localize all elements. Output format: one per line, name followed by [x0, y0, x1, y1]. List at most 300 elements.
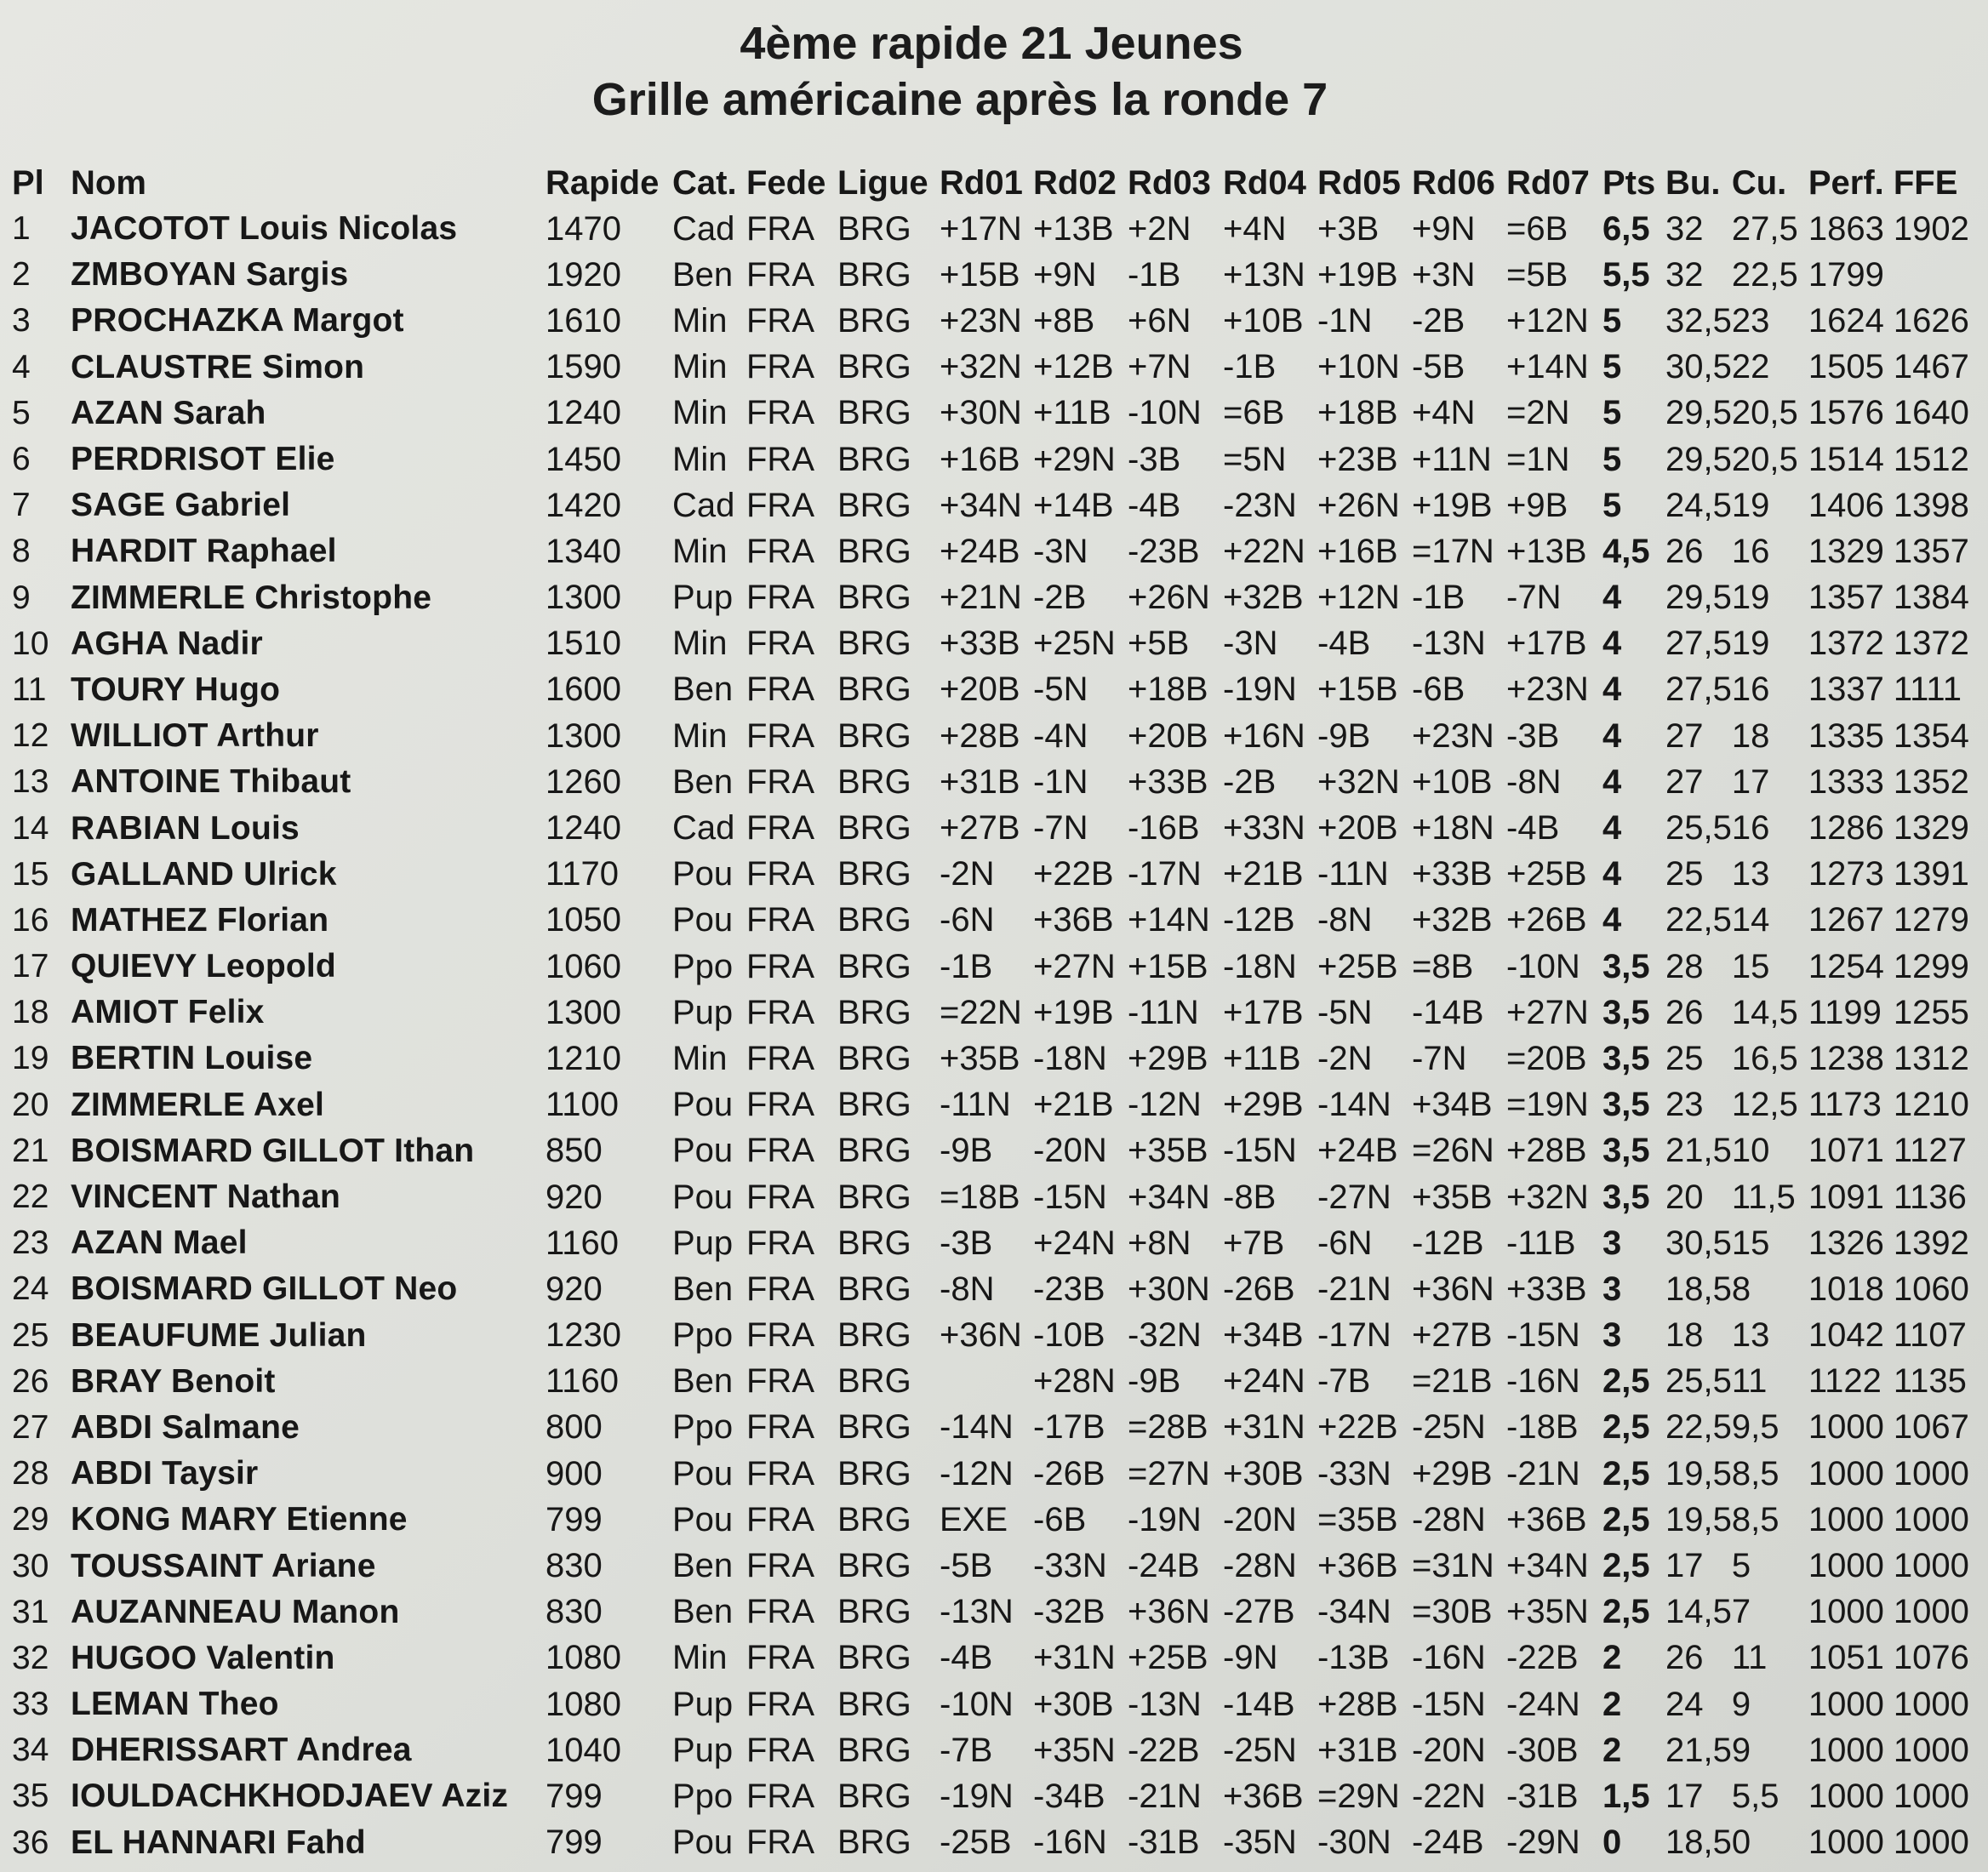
cell-pl: 30	[12, 1547, 49, 1584]
cell-pl: 6	[12, 441, 31, 478]
cell-pl: 7	[12, 487, 31, 524]
cell-rd02: +21B	[1033, 1086, 1114, 1124]
cell-bu: 17	[1665, 1547, 1704, 1585]
cell-nom: ZIMMERLE Axel	[71, 1086, 325, 1123]
cell-rd07: +26B	[1506, 901, 1587, 939]
cell-rd04: +21B	[1223, 855, 1304, 893]
cell-rd01: -2N	[940, 855, 995, 893]
cell-rd05: -6N	[1317, 1224, 1373, 1262]
cell-ligue: BRG	[837, 1316, 911, 1355]
cell-rapide: 1050	[546, 901, 621, 939]
cell-ffe: 1372	[1893, 625, 1969, 663]
cell-rd05: -14N	[1317, 1086, 1391, 1124]
cell-rd02: -5N	[1033, 671, 1088, 709]
cell-rapide: 900	[546, 1454, 603, 1492]
cell-cat: Min	[672, 394, 728, 432]
cell-rd06: +34B	[1412, 1086, 1493, 1124]
cell-fede: FRA	[746, 1500, 814, 1538]
cell-fede: FRA	[746, 716, 814, 755]
cell-rd01: -11N	[940, 1086, 1011, 1124]
cell-rd07: -15N	[1506, 1316, 1580, 1355]
table-row	[12, 944, 1970, 990]
cell-ligue: BRG	[837, 1086, 911, 1124]
cell-ffe: 1384	[1893, 579, 1969, 617]
cell-rd05: -4B	[1317, 625, 1371, 663]
cell-rd03: -1B	[1128, 255, 1181, 294]
cell-rd05: +19B	[1317, 255, 1398, 294]
cell-pts: 5	[1602, 440, 1622, 478]
cell-bu: 25,5	[1665, 809, 1732, 848]
cell-rd07: -21N	[1506, 1454, 1580, 1492]
cell-rd02: -1N	[1033, 762, 1088, 801]
cell-rd04: +17B	[1223, 993, 1304, 1031]
cell-cat: Ben	[672, 1593, 734, 1631]
cell-rd07: -3B	[1506, 716, 1560, 755]
cell-rd01: -3B	[940, 1224, 993, 1262]
cell-pts: 2,5	[1602, 1593, 1650, 1631]
cell-ligue: BRG	[837, 1132, 911, 1170]
cell-rd01: -4B	[940, 1639, 993, 1677]
cell-rd06: =17N	[1412, 532, 1494, 570]
cell-rd04: -26B	[1223, 1270, 1295, 1308]
cell-cu: 17	[1731, 762, 1770, 801]
table-row	[12, 1174, 1970, 1220]
cell-rd01: +27B	[940, 809, 1020, 848]
cell-bu: 30,5	[1665, 348, 1732, 386]
cell-perf: 1000	[1808, 1731, 1884, 1769]
cell-ffe: 1135	[1893, 1362, 1967, 1401]
cell-pl: 31	[12, 1593, 49, 1630]
header-rapide: Rapide	[546, 164, 660, 202]
cell-pl: 8	[12, 533, 31, 570]
cell-nom: AZAN Mael	[71, 1224, 248, 1262]
cell-pl: 34	[12, 1732, 49, 1769]
cell-rd03: -17N	[1128, 855, 1202, 893]
cell-rd01: -10N	[940, 1685, 1014, 1723]
cell-rd04: -35N	[1223, 1823, 1297, 1862]
cell-ligue: BRG	[837, 1224, 911, 1262]
cell-cat: Pou	[672, 901, 734, 939]
cell-rd07: -8N	[1506, 762, 1562, 801]
cell-rapide: 850	[546, 1132, 603, 1170]
cell-pts: 3	[1602, 1270, 1622, 1308]
cell-rd07: -31B	[1506, 1777, 1579, 1815]
header-rd07: Rd07	[1506, 164, 1590, 202]
cell-rd04: -14B	[1223, 1685, 1295, 1723]
cell-nom: BOISMARD GILLOT Neo	[71, 1270, 458, 1308]
cell-ffe: 1000	[1893, 1731, 1969, 1769]
cell-rapide: 1210	[546, 1039, 621, 1077]
cell-rd02: +8B	[1033, 301, 1095, 340]
cell-bu: 20	[1665, 1178, 1704, 1216]
cell-rapide: 1450	[546, 440, 621, 478]
cell-cu: 11	[1731, 1639, 1768, 1677]
cell-ligue: BRG	[837, 1270, 911, 1308]
cell-rd02: +14B	[1033, 486, 1114, 524]
cell-fede: FRA	[746, 348, 814, 386]
table-row	[12, 621, 1970, 667]
cell-ligue: BRG	[837, 1823, 911, 1862]
cell-ffe: 1255	[1893, 993, 1969, 1031]
cell-pl: 35	[12, 1778, 49, 1815]
cell-perf: 1863	[1808, 209, 1884, 248]
cell-rd02: -33N	[1033, 1547, 1107, 1585]
cell-rd03: -12N	[1128, 1086, 1202, 1124]
cell-rd07: +35N	[1506, 1593, 1589, 1631]
cell-nom: AZAN Sarah	[71, 394, 266, 431]
cell-bu: 19,5	[1665, 1500, 1732, 1538]
cell-pts: 6,5	[1602, 209, 1650, 248]
cell-rapide: 1300	[546, 579, 621, 617]
cell-ligue: BRG	[837, 716, 911, 755]
cell-rd07: =19N	[1506, 1086, 1589, 1124]
cell-rapide: 1160	[546, 1362, 620, 1401]
table-row	[12, 575, 1970, 621]
cell-pl: 33	[12, 1686, 49, 1723]
cell-cat: Pup	[672, 1685, 734, 1723]
cell-bu: 32	[1665, 209, 1704, 248]
header-rd06: Rd06	[1412, 164, 1495, 202]
cell-rd03: +14N	[1128, 901, 1210, 939]
cell-ffe: 1000	[1893, 1777, 1969, 1815]
cell-rd01: +15B	[940, 255, 1020, 294]
cell-bu: 26	[1665, 993, 1704, 1031]
cell-rd04: +31N	[1223, 1408, 1305, 1447]
table-row	[12, 1082, 1970, 1128]
cell-rd01: +33B	[940, 625, 1020, 663]
cell-ffe: 1060	[1893, 1270, 1969, 1308]
cell-ligue: BRG	[837, 1178, 911, 1216]
cell-rd06: +33B	[1412, 855, 1493, 893]
cell-pts: 2,5	[1602, 1362, 1650, 1401]
cell-pts: 4	[1602, 716, 1622, 755]
cell-rd02: +35N	[1033, 1731, 1116, 1769]
cell-fede: FRA	[746, 579, 814, 617]
cell-pts: 4	[1602, 855, 1622, 893]
table-row	[12, 852, 1970, 898]
cell-rapide: 1160	[546, 1224, 620, 1262]
cell-pts: 4	[1602, 579, 1622, 617]
cell-bu: 25	[1665, 855, 1704, 893]
cell-rd03: -9B	[1128, 1362, 1181, 1401]
cell-cat: Min	[672, 440, 728, 478]
cell-rd02: -7N	[1033, 809, 1088, 848]
table-row	[12, 1220, 1970, 1266]
cell-perf: 1238	[1808, 1039, 1884, 1077]
cell-rd03: +30N	[1128, 1270, 1210, 1308]
cell-rd01: +35B	[940, 1039, 1020, 1077]
table-row	[12, 1497, 1970, 1543]
table-row	[12, 1313, 1970, 1359]
header-bu: Bu.	[1665, 164, 1721, 202]
table-row	[12, 1128, 1970, 1174]
cell-ligue: BRG	[837, 1639, 911, 1677]
cell-ligue: BRG	[837, 762, 911, 801]
cell-pl: 12	[12, 717, 49, 755]
cell-cat: Cad	[672, 809, 735, 848]
cell-perf: 1326	[1808, 1224, 1884, 1262]
cell-bu: 28	[1665, 947, 1704, 985]
cell-rd03: +33B	[1128, 762, 1208, 801]
cell-nom: PERDRISOT Elie	[71, 441, 335, 478]
header-rd02: Rd02	[1033, 164, 1117, 202]
cell-perf: 1000	[1808, 1500, 1884, 1538]
cell-cu: 11	[1731, 1362, 1768, 1401]
cell-fede: FRA	[746, 1593, 814, 1631]
cell-cu: 16,5	[1731, 1039, 1798, 1077]
cell-pl: 21	[12, 1132, 49, 1169]
cell-cat: Pou	[672, 1823, 734, 1862]
cell-bu: 24,5	[1665, 486, 1732, 524]
cell-perf: 1173	[1808, 1086, 1882, 1124]
cell-rd07: -16N	[1506, 1362, 1580, 1401]
cell-perf: 1051	[1808, 1639, 1884, 1677]
cell-rd04: -9N	[1223, 1639, 1278, 1677]
cell-bu: 18,5	[1665, 1270, 1732, 1308]
cell-cat: Ppo	[672, 947, 734, 985]
cell-ligue: BRG	[837, 993, 911, 1031]
cell-cu: 23	[1731, 301, 1770, 340]
cell-rd07: =5B	[1506, 255, 1568, 294]
cell-rd07: +12N	[1506, 301, 1589, 340]
cell-rd03: =28B	[1128, 1408, 1208, 1447]
cell-nom: DHERISSART Andrea	[71, 1732, 412, 1769]
cell-rd05: +20B	[1317, 809, 1398, 848]
cell-bu: 14,5	[1665, 1593, 1732, 1631]
cell-pl: 22	[12, 1179, 49, 1216]
cell-rd07: -7N	[1506, 579, 1562, 617]
cell-rd05: -11N	[1317, 855, 1389, 893]
cell-bu: 22,5	[1665, 1408, 1732, 1447]
cell-rapide: 1080	[546, 1685, 621, 1723]
cell-cat: Ppo	[672, 1316, 734, 1355]
cell-fede: FRA	[746, 1547, 814, 1585]
cell-perf: 1406	[1808, 486, 1884, 524]
cell-ffe: 1111	[1893, 671, 1962, 709]
cell-fede: FRA	[746, 993, 814, 1031]
header-rd01: Rd01	[940, 164, 1023, 202]
table-row	[12, 1681, 1970, 1727]
header-nom: Nom	[71, 164, 146, 202]
cell-rd03: -31B	[1128, 1823, 1200, 1862]
cell-rd04: =6B	[1223, 394, 1285, 432]
cell-rd02: +30B	[1033, 1685, 1114, 1723]
cell-rd05: +26N	[1317, 486, 1400, 524]
cell-perf: 1505	[1808, 348, 1884, 386]
cell-rd02: +36B	[1033, 901, 1114, 939]
cell-ligue: BRG	[837, 1593, 911, 1631]
cell-ligue: BRG	[837, 809, 911, 848]
cell-pts: 2,5	[1602, 1500, 1650, 1538]
cell-rapide: 1610	[546, 301, 621, 340]
cell-cat: Pou	[672, 1086, 734, 1124]
cell-rd05: -1N	[1317, 301, 1373, 340]
cell-rd07: =1N	[1506, 440, 1570, 478]
cell-ffe: 1136	[1893, 1178, 1967, 1216]
cell-cat: Min	[672, 1039, 728, 1077]
cell-rd03: +8N	[1128, 1224, 1191, 1262]
cell-rd04: -1B	[1223, 348, 1277, 386]
cell-rd03: -23B	[1128, 532, 1200, 570]
cell-rd06: =8B	[1412, 947, 1474, 985]
table-row	[12, 1820, 1970, 1866]
table-row	[12, 805, 1970, 851]
cell-rd06: -24B	[1412, 1823, 1484, 1862]
cell-rd01: -5B	[940, 1547, 993, 1585]
table-row	[12, 1451, 1970, 1497]
cell-rd04: +32B	[1223, 579, 1304, 617]
cell-perf: 1042	[1808, 1316, 1884, 1355]
cell-rd04: +13N	[1223, 255, 1305, 294]
cell-ligue: BRG	[837, 625, 911, 663]
cell-rd02: -2B	[1033, 579, 1087, 617]
cell-cat: Pou	[672, 1500, 734, 1538]
cell-cat: Pou	[672, 1132, 734, 1170]
cell-nom: TOUSSAINT Ariane	[71, 1547, 376, 1584]
cell-rd05: -17N	[1317, 1316, 1391, 1355]
cell-pl: 15	[12, 855, 49, 893]
cell-pts: 5	[1602, 486, 1622, 524]
cell-bu: 27	[1665, 762, 1704, 801]
cell-perf: 1799	[1808, 255, 1884, 294]
cell-rd03: -13N	[1128, 1685, 1202, 1723]
cell-rd02: -4N	[1033, 716, 1088, 755]
cell-rd03: -16B	[1128, 809, 1200, 848]
cell-pts: 4	[1602, 625, 1622, 663]
cell-ffe: 1467	[1893, 348, 1969, 386]
cell-perf: 1071	[1808, 1132, 1884, 1170]
cell-ligue: BRG	[837, 1039, 911, 1077]
cell-rapide: 920	[546, 1270, 603, 1308]
cell-rd03: -21N	[1128, 1777, 1202, 1815]
cell-ligue: BRG	[837, 1362, 911, 1401]
cell-rd03: +6N	[1128, 301, 1191, 340]
cell-ligue: BRG	[837, 855, 911, 893]
table-row	[12, 1266, 1970, 1312]
cell-perf: 1000	[1808, 1593, 1884, 1631]
cell-fede: FRA	[746, 532, 814, 570]
cell-rd01: -1B	[940, 947, 993, 985]
cell-rd01: +30N	[940, 394, 1022, 432]
cell-cat: Ben	[672, 255, 734, 294]
cell-pts: 2,5	[1602, 1408, 1650, 1447]
cell-fede: FRA	[746, 762, 814, 801]
cell-rd01: +20B	[940, 671, 1020, 709]
cell-rd05: -34N	[1317, 1593, 1391, 1631]
cell-rd02: +27N	[1033, 947, 1116, 985]
cell-nom: AUZANNEAU Manon	[71, 1593, 400, 1630]
cell-ligue: BRG	[837, 947, 911, 985]
cell-rd01: -13N	[940, 1593, 1014, 1631]
cell-perf: 1091	[1808, 1178, 1884, 1216]
cell-rd04: +34B	[1223, 1316, 1304, 1355]
cell-rd05: -9B	[1317, 716, 1371, 755]
cell-rd01: =18B	[940, 1178, 1020, 1216]
cell-pts: 5	[1602, 348, 1622, 386]
table-row	[12, 1589, 1970, 1635]
cell-perf: 1329	[1808, 532, 1884, 570]
cell-perf: 1000	[1808, 1685, 1884, 1723]
cell-rd03: +25B	[1128, 1639, 1208, 1677]
cell-rd01: =22N	[940, 993, 1022, 1031]
cell-rd06: -16N	[1412, 1639, 1486, 1677]
cell-bu: 32,5	[1665, 301, 1732, 340]
cell-pl: 1	[12, 210, 31, 248]
cell-cat: Ben	[672, 1362, 734, 1401]
cell-bu: 29,5	[1665, 394, 1732, 432]
cell-rd05: =29N	[1317, 1777, 1400, 1815]
cell-rd05: +31B	[1317, 1731, 1398, 1769]
cell-rapide: 1920	[546, 255, 621, 294]
cell-rapide: 800	[546, 1408, 603, 1447]
cell-ligue: BRG	[837, 901, 911, 939]
cell-fede: FRA	[746, 1731, 814, 1769]
cell-rd07: +14N	[1506, 348, 1589, 386]
cell-rd05: +12N	[1317, 579, 1400, 617]
cell-rd06: +3N	[1412, 255, 1476, 294]
cell-nom: ABDI Taysir	[71, 1455, 259, 1492]
cell-fede: FRA	[746, 1639, 814, 1677]
cell-rapide: 799	[546, 1777, 603, 1815]
cell-rd04: -23N	[1223, 486, 1297, 524]
cell-rd02: -26B	[1033, 1454, 1105, 1492]
cell-ffe: 1000	[1893, 1547, 1969, 1585]
cell-fede: FRA	[746, 671, 814, 709]
cell-cu: 14	[1731, 901, 1770, 939]
cell-nom: ZIMMERLE Christophe	[71, 579, 432, 616]
cell-cat: Pou	[672, 1454, 734, 1492]
cell-rd07: -4B	[1506, 809, 1560, 848]
cell-ffe: 1067	[1893, 1408, 1969, 1447]
table-row	[12, 1543, 1970, 1589]
cell-rd04: +33N	[1223, 809, 1305, 848]
cell-pl: 32	[12, 1639, 49, 1676]
cell-rd06: -7N	[1412, 1039, 1467, 1077]
cell-rd04: -3N	[1223, 625, 1278, 663]
cell-rd01: +32N	[940, 348, 1022, 386]
cell-rd06: =26N	[1412, 1132, 1494, 1170]
cell-rd06: +18N	[1412, 809, 1494, 848]
cell-rd03: -4B	[1128, 486, 1181, 524]
cell-rd03: +18B	[1128, 671, 1208, 709]
cell-ffe: 1512	[1893, 440, 1969, 478]
cell-bu: 17	[1665, 1777, 1704, 1815]
cell-fede: FRA	[746, 1362, 814, 1401]
cell-rd02: -6B	[1033, 1500, 1087, 1538]
cell-nom: AGHA Nadir	[71, 625, 263, 662]
cell-cu: 27,5	[1731, 209, 1798, 248]
cell-perf: 1000	[1808, 1777, 1884, 1815]
cell-rd05: +18B	[1317, 394, 1398, 432]
cell-rd07: +9B	[1506, 486, 1568, 524]
cell-bu: 30,5	[1665, 1224, 1732, 1262]
cell-ffe: 1210	[1893, 1086, 1969, 1124]
cell-pl: 16	[12, 901, 49, 939]
cell-ffe: 1398	[1893, 486, 1969, 524]
cell-ffe: 1076	[1893, 1639, 1969, 1677]
cell-rd02: -10B	[1033, 1316, 1105, 1355]
cell-fede: FRA	[746, 1178, 814, 1216]
cell-rapide: 1300	[546, 716, 621, 755]
cell-rd03: +20B	[1128, 716, 1208, 755]
cell-rd03: -3B	[1128, 440, 1181, 478]
cell-perf: 1333	[1808, 762, 1884, 801]
cell-rapide: 1420	[546, 486, 621, 524]
header-row	[12, 148, 1970, 206]
cell-cu: 19	[1731, 625, 1770, 663]
cell-rd02: -34B	[1033, 1777, 1105, 1815]
cell-bu: 23	[1665, 1086, 1704, 1124]
